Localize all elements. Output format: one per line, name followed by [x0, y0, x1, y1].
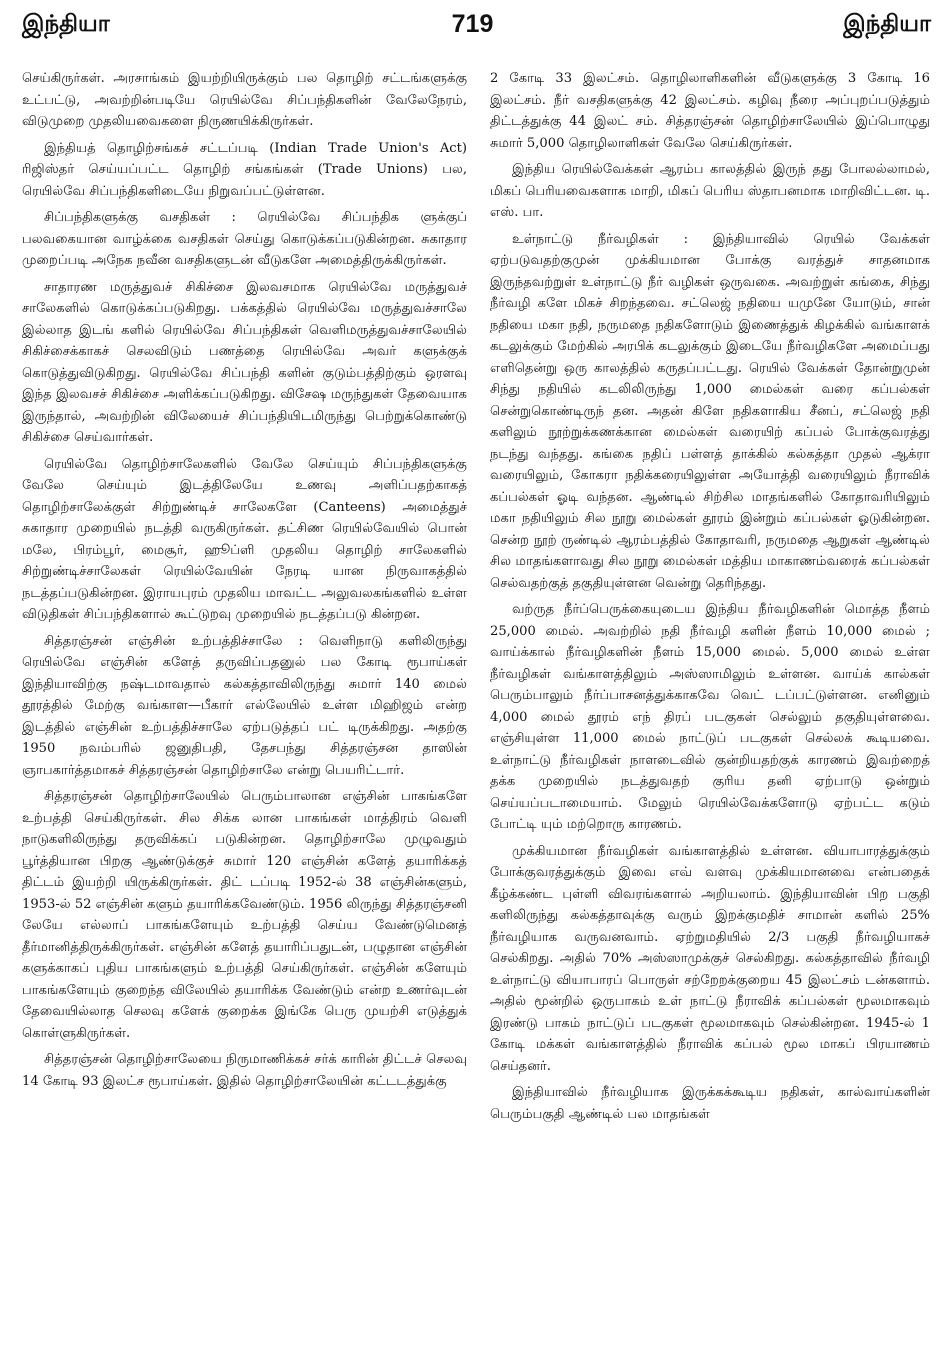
paragraph: செய்கிருர்கள். அரசாங்கம் இயற்றியிருக்கும் பல தொழிற் சட்டங்களுக்கு உட்பட்டு, அவற்றின்படியே ரெயில்வே சிப்பந்திகளின் வேலேநேரம், விடுமுறை முதலியவைகளை நிருணயிக்கிருர்கள். [22, 71, 467, 129]
paragraph: சிப்பந்திகளுக்கு வசதிகள் : ரெயில்வே சிப்பந்திக ளுக்குப் பலவகையான வாழ்க்கை வசதிகள் செய்து கொடுக்கப்படுகின்றன. சுகாதார முறைப்படி அநேக நவீன வசதிகளுடன் வீடுகளே அமைத்திருக்கிருர்கள். [22, 210, 467, 268]
paragraph: முக்கியமான நீர்வழிகள் வங்காளத்தில் உள்ளன. வியாபாரத்துக்கும் போக்குவரத்துக்கும் இவை எவ் வளவு முக்கியமானவை என்பதைக் கீழ்க்கண்ட புள்ளி விவரங்களால் அறியலாம். இந்தியாவின் பிற பகுதி களிலிருந்து கல்கத்தாவுக்கு வரும் இறக்குமதிச் சாமான் களில் 25% நீர்வழியாக வருவனவாம். ஏற்றுமதியில் 2/3 பகுதி நீர்வழியாகச் செல்கிறது. அதில் 70% அஸ்ஸாமுக்குச் செல்கிறது. கல்கத்தாவில் நீர்வழி உள்நாட்டு வியாபாரப் பொருள் சற்றேறக்குறைய 45 இலட்சம் டன்களாம். அதில் மூன்றில் ஒருபாகம் உள் நாட்டு நீராவிக் கப்பல்கள் மூலமாகவும் இரண்டு பாகம் நாட்டுப் படகுகள் மூலமாகவும் செல்கின்றன. 1945-ல் 1 கோடி மக்கள் வங்காளத்தில் நீராவிக் கப்பல் மூல மாகப் பிரயாணம் செய்தனர். [490, 843, 930, 1074]
paragraph: இந்திய ரெயில்வேக்கள் ஆரம்ப காலத்தில் இருந் தது போலல்லாமல், மிகப் பெரியவைகளாக மாறி, மிகப் பெரிய ஸ்தாபனமாக மாறிவிட்டன. டி. எஸ். பா. [490, 162, 930, 220]
paragraph: சித்தரஞ்சன் தொழிற்சாலேயை நிருமாணிக்கச் சர்க் காரின் திட்டச் செலவு 14 கோடி 93 இலட்ச ரூபாய்கள். இதில் தொழிற்சாலேயின் கட்டடத்துக்கு [22, 1052, 467, 1089]
paragraph: சாதாரண மருத்துவச் சிகிச்சை இலவசமாக ரெயில்வே மருத்துவச் சாலேகளில் கொடுக்கப்படுகிறது. பக்கத்தில் ரெயில்வே மருத்துவச்சாலே இல்லாத இடங் களில் ரெயில்வே சிப்பந்திகள் வெளிமருத்துவச்சாலேயில் சிகிச்சைக்காகச் செலவிடும் பணத்தை ரெயில்வே அவர் களுக்குக் கொடுத்துவிடுகிறது. ரெயில்வே சிப்பந்தி களின் குடும்பத்திற்கும் ஒரளவு இந்த இலவசச் சிகிச்சை அளிக்கப்படுகிறது. விசேஷ மருந்துகள் தேவையாக இருந்தால், அவற்றின் விலேயைச் சிப்பந்தியிடமிருந்து பெற்றுக்கொண்டு சிகிச்சை செய்வார்கள். [22, 279, 467, 445]
paragraph: சித்தரஞ்சன் எஞ்சின் உற்பத்திச்சாலே : வெளிநாடு களிலிருந்து ரெயில்வே எஞ்சின் களேத் தருவிப்பதனுல் பல கோடி ரூபாய்கள் இந்தியாவிற்கு நஷ்டமாவதால் கல்கத்தாவிலிருந்து சுமார் 140 மைல் தூரத்தில் மேற்கு வங்காள—பீகார் எல்லேயில் உள்ள மிஹிஜம் என்ற இடத்தில் எஞ்சின் உற்பத்திச்சாலே ஏற்படுத்தப் பட் டிருக்கிறது. அதற்கு 1950 நவம்பரில் ஜனுதிபதி, தேசபந்து சித்தரஞ்சன தாஸின் ஞாபகார்த்தமாகச் சித்தரஞ்சன் தொழிற்சாலே என்று பெயரிட்டார். [22, 633, 467, 778]
paragraph: வற்ருத நீர்ப்பெருக்கையுடைய இந்திய நீர்வழிகளின் மொத்த நீளம் 25,000 மைல். அவற்றில் நதி நீர்வழி களின் நீளம் 10,000 மைல் ; வாய்க்கால் நீர்வழிகளின் நீளம் 15,000 மைல். 5,000 மைல் உள்ள நீர்வழிகள் வங்காளத்திலும் அஸ்ஸாமிலும் உள்ளன. வாய்க் கால்கள் பெரும்பாலும் நீர்ப்பாசனத்துக்காகவே வெட் டப்பட்டுள்ளன. எனினும் 4,000 மைல் தூரம் எந் திரப் படகுகள் செல்லும் தகுதியுள்ளவை. எஞ்சியுள்ள 11,000 மைல் நாட்டுப் படகுகள் செல்லக் கூடியவை. உள்நாட்டு நீர்வழிகள் நாளடைவில் குன்றியதற்குக் காரணம் இவற்றைத் தக்க முறையில் நடத்துவதற் குரிய தனி ஏற்பாடு ஒன்றும் செய்யப்படாமையாம். மேலும் ரெயில்வேக்களோடு ஏற்பட்ட கடும் போட்டி யும் மற்றொரு காரணம். [490, 602, 930, 832]
page-header [0, 0, 945, 70]
left-column [22, 68, 467, 1351]
running-title-left: இந்தியா [22, 10, 110, 37]
page-number: 719 [451, 10, 494, 38]
paragraph: ரெயில்வே தொழிற்சாலேகளில் வேலே செய்யும் சிப்பந்திகளுக்கு வேலே செய்யும் இடத்திலேயே உணவு அளிப்பதற்காகத் தொழிற்சாலேக்குள் சிற்றுண்டிச் சாலேகளே (Canteens) அமைத்துச் சுகாதார முறையில் நடத்தி வருகிருர்கள். தட்சிண ரெயில்வேயில் பொன் மலே, பிரம்பூர், மைசூர், ஹூப்ளி முதலிய தொழிற் சாலேகளில் சிற்றுண்டிச்சாலேகள் ரெயில்வேயின் நேரடி யான நிருவாகத்தில் நடத்தப்படுகின்றன. இராயபுரம் முதலிய மாவட்ட அலுவலகங்களில் உள்ள விடுதிகள் சிப்பந்திகளால் கூட்டுறவு முறையில் நடத்தப்படு கின்றன. [22, 456, 467, 622]
paragraph: இந்தியத் தொழிற்சங்கச் சட்டப்படி (Indian Trade Union's Act) ரிஜிஸ்தர் செய்யப்பட்ட தொழிற் சங்கங்கள் (Trade Unions) பல, ரெயில்வே சிப்பந்திகளிடையே நிறுவப்பட்டுள்ளன. [22, 140, 467, 199]
paragraph: இந்தியாவில் நீர்வழியாக இருக்கக்கூடிய நதிகள், கால்வாய்களின் பெரும்பகுதி ஆண்டில் பல மாதங்கள் [490, 1085, 930, 1122]
right-column [490, 68, 930, 1351]
paragraph: உள்நாட்டு நீர்வழிகள் : இந்தியாவில் ரெயில் வேக்கள் ஏற்படுவதற்குமுன் முக்கியமான போக்கு வரத்துச் சாதனமாக இருந்தவற்றுள் உள்நாட்டு நீர் வழிகள் ஒருவகை. அவற்றுள் கங்கை, சிந்து நீர்வழி களே மிகச் சிறந்தவை. சட்லெஜ் நதியை யமுனே யோடும், சான் நதியை மகா நதி, நருமதை நதிகளோடும் இணைத்துக் கிழக்கில் வங்காளக் கடலுக்கும் மேற்கில் அரபிக் கடலுக்கும் இடையே நீர்வழிகளே அமைப்பது எளிதென்று ஒரு காலத்தில் கருதப்பட்டது. ரெயில் வேக்கள் தோன்றுமுன் சிந்து நதியில் கடலிலிருந்து 1,000 மைல்கள் வரை கப்பல்கள் சென்றுகொண்டிருந் தன. அதன் கிளே நதிகளாகிய சீனப், சட்லெஜ் நதி களிலும் நூற்றுக்கணக்கான மைல்கள் வரையிற் கப்பல் போக்குவரத்து நடந்து வந்தது. கங்கை நதிப் பள்ளத் தாக்கில் கல்கத்தா முதல் ஆக்ரா வரையிலும், கோகரா நதிக்கரையிலுள்ள அயோத்தி வரையிலும் நீராவிக் கப்பல்கள் ஓடி வந்தன. ஆண்டில் சிற்சில மாதங்களில் கோதாவரியிலும் மகா நதியிலும் சில நூறு மைல்கள் தூரம் இன்றும் கப்பல்கள் ஓடுகின்றன. சென்ற நூற் ருண்டில் ஆரம்பத்தில் கோதாவரி, நருமதை ஆறுகள் ஆண்டில் சில மாதங்களாவது சில நூறு மைல்கள் மத்திய மாகாணம்வரைக் கப்பல்கள் செல்வதற்குத் தகுதியுள்ளன வென்று தெரிந்தது. [490, 231, 930, 591]
running-title-right: இந்தியா [843, 10, 931, 37]
paragraph: 2 கோடி 33 இலட்சம். தொழிலாளிகளின் வீடுகளுக்கு 3 கோடி 16 இலட்சம். நீர் வசதிகளுக்கு 42 இலட்சம். கழிவு நீரை அப்புறப்படுத்தும் திட்டத்துக்கு 44 இலட் சம். சித்தரஞ்சன் தொழிற்சாலேயில் இப்பொழுது சுமார் 5,000 தொழிலாளிகள் வேலே செய்கிருர்கள். [490, 71, 930, 151]
paragraph: சித்தரஞ்சன் தொழிற்சாலேயில் பெரும்பாலான எஞ்சின் பாகங்களே உற்பத்தி செய்கிருர்கள். சில சிக்க லான பாகங்கள் மாத்திரம் வெளி நாடுகளிலிருந்து தருவிக்கப் படுகின்றன. தொழிற்சாலே முழுவதும் பூர்த்தியான பிறகு ஆண்டுக்குச் சுமார் 120 எஞ்சின் களேத் தயாரிக்கத் திட்டம் இயற்றி யிருக்கிருர்கள். திட் டப்படி 1952-ல் 38 எஞ்சின்களும், 1953-ல் 52 எஞ்சின் களும் தயாரிக்கவேண்டும். 1956 லிருந்து சித்தரஞ்சனி லேயே எல்லாப் பாகங்களேயும் உற்பத்தி செய்ய வேண்டுமெனத் தீர்மானித்திருக்கிருர்கள். எஞ்சின் களேத் தயாரிப்பதுடன், பழுதான எஞ்சின் களுக்காகப் புதிய பாகங்களும் உற்பத்தி செய்கிருர்கள். எஞ்சின் களேயும் பாகங்களேயும் குறைந்த விலேயில் தயாரிக்க வேண்டும் என்ற உணர்வுடன் தேவையில்லாத செலவு களேக் குறைக்க இங்கே பெரு முயற்சி எடுத்துக் கொள்ளுகிருர்கள். [22, 789, 467, 1041]
